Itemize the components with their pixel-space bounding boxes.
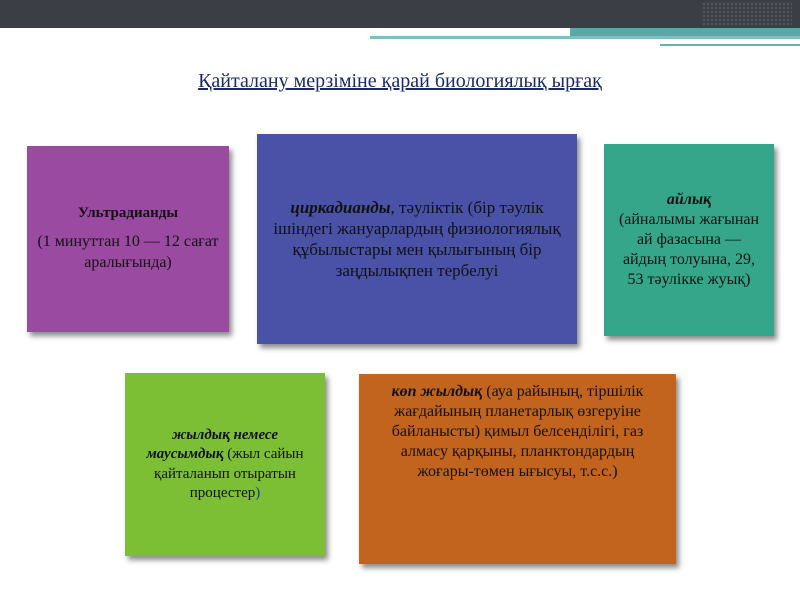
box-multiyear-text <box>371 382 664 482</box>
top-teal-line <box>370 36 800 39</box>
box-annual-term: жылдық немесе маусымдық <box>146 426 279 462</box>
box-ultradian <box>27 146 229 332</box>
box-annual-close: ) <box>255 485 261 501</box>
box-circadian-text <box>271 197 563 282</box>
box-monthly-term: айлық <box>666 191 712 208</box>
box-circadian <box>257 134 577 344</box>
dot-pattern <box>702 2 792 26</box>
box-monthly <box>604 144 774 336</box>
box-multiyear-body: (ауа райының, тіршілік жағдайының планетарлық өзгеруіне байланысты) қимыл белсенділігі, газ алмасу қарқыны, планктондардың жоғары-төмен ығысуы, т.с.с.) <box>391 383 644 480</box>
box-annual-body: (жыл сайын қайталанып отыратын процестер <box>154 446 304 501</box>
top-teal-bar <box>570 28 800 36</box>
box-ultradian-heading: Ультрадианды <box>77 204 179 221</box>
box-multiyear <box>359 374 676 564</box>
box-multiyear-term: көп жылдық <box>391 383 483 400</box>
top-dark-bar <box>0 0 800 28</box>
slide-title: Қайталану мерзіміне қарай биологиялық ырғақ <box>198 70 602 92</box>
box-circadian-body: , тәуліктік (бір тәулік ішіндегі жануарлардың физиологиялық құбылыстары мен қылығының бір заңдылықпен тербелуі <box>273 197 561 281</box>
box-ultradian-body: (1 минуттан 10 — 12 сағат аралығында) <box>37 232 219 271</box>
top-accent-line <box>660 44 800 46</box>
box-annual-text <box>135 426 315 504</box>
box-monthly-body: (айналымы жағынан ай фазасына — айдың толуына, 29, 53 тәулікке жуық) <box>618 211 760 288</box>
box-circadian-term: циркадианды <box>290 197 391 217</box>
box-annual <box>125 373 325 556</box>
